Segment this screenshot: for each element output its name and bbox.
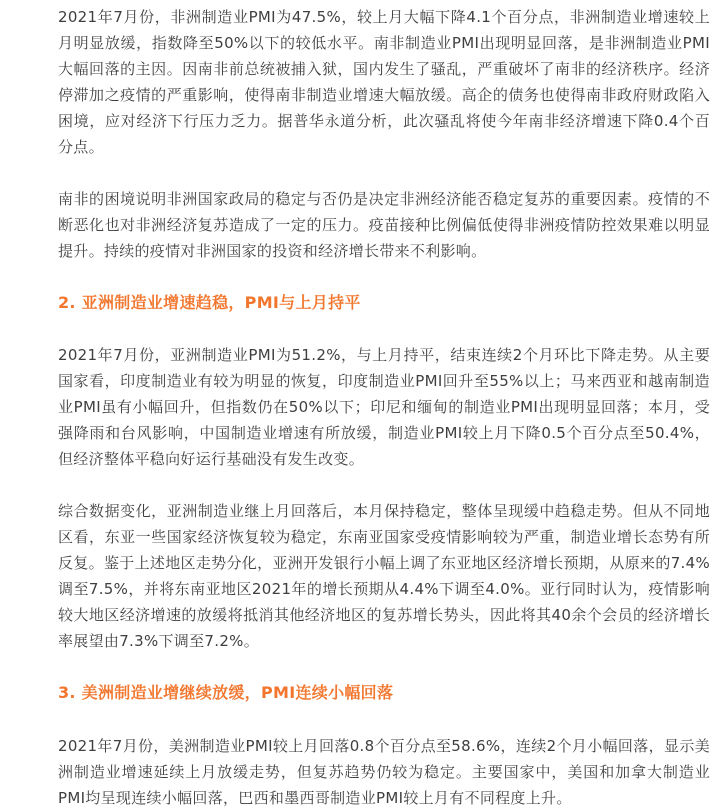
paragraph-asia-pmi: 2021年7月份，亚洲制造业PMI为51.2%，与上月持平，结束连续2个月环比下降走势。从主要国家看，印度制造业有较为明显的恢复，印度制造业PMI回升至55%以上；马来西亚和越南制造业PMI虽有小幅回升，但指数仍在50%以下；印尼和缅甸的制造业PMI出现明显回落；本月，受强降雨和台风影响，中国制造业增速有所放缓，制造业PMI较上月下降0.5个百分点至50.4%，但经济整体平稳向好运行基础没有发生改变。 xyxy=(58,346,710,468)
section-heading-americas: 3. 美洲制造业增继续放缓，PMI连续小幅回落 xyxy=(58,683,394,702)
paragraph-africa-pmi: 2021年7月份，非洲制造业PMI为47.5%，较上月大幅下降4.1个百分点，非洲制造业增速较上月明显放缓，指数降至50%以下的较低水平。南非制造业PMI出现明显回落，是非洲制造业PMI大幅回落的主因。因南非前总统被捕入狱，国内发生了骚乱，严重破坏了南非的经济秩序。经济停滞加之疫情的严重影响，使得南非制造业增速大幅放缓。高企的债务也使得南非政府财政陷入困境，应对经济下行压力乏力。据普华永道分析，此次骚乱将使今年南非经济增速下降0.4个百分点。 xyxy=(58,8,710,156)
paragraph-americas-pmi: 2021年7月份，美洲制造业PMI较上月回落0.8个百分点至58.6%，连续2个月小幅回落，显示美洲制造业增速延续上月放缓走势，但复苏趋势仍较为稳定。主要国家中，美国和加拿大制造业PMI均呈现连续小幅回落，巴西和墨西哥制造业PMI较上月有不同程度上升。 xyxy=(58,737,710,807)
paragraph-asia-outlook: 综合数据变化，亚洲制造业继上月回落后，本月保持稳定，整体呈现缓中趋稳走势。但从不同地区看，东亚一些国家经济恢复较为稳定，东南亚国家受疫情影响较为严重，制造业增长态势有所反复。鉴于上述地区走势分化，亚洲开发银行小幅上调了东亚地区经济增长预期，从原来的7.4%调至7.5%，并将东南亚地区2021年的增长预期从4.4%下调至4.0%。亚行同时认为，疫情影响较大地区经济增速的放缓将抵消其他经济地区的复苏增长势头，因此将其40余个会员的经济增长率展望由7.3%下调至7.2%。 xyxy=(58,502,710,650)
paragraph-south-africa-situation: 南非的困境说明非洲国家政局的稳定与否仍是决定非洲经济能否稳定复苏的重要因素。疫情的不断恶化也对非洲经济复苏造成了一定的压力。疫苗接种比例偏低使得非洲疫情防控效果难以明显提升。持续的疫情对非洲国家的投资和经济增长带来不利影响。 xyxy=(58,190,710,260)
section-heading-asia: 2. 亚洲制造业增速趋稳，PMI与上月持平 xyxy=(58,293,361,312)
